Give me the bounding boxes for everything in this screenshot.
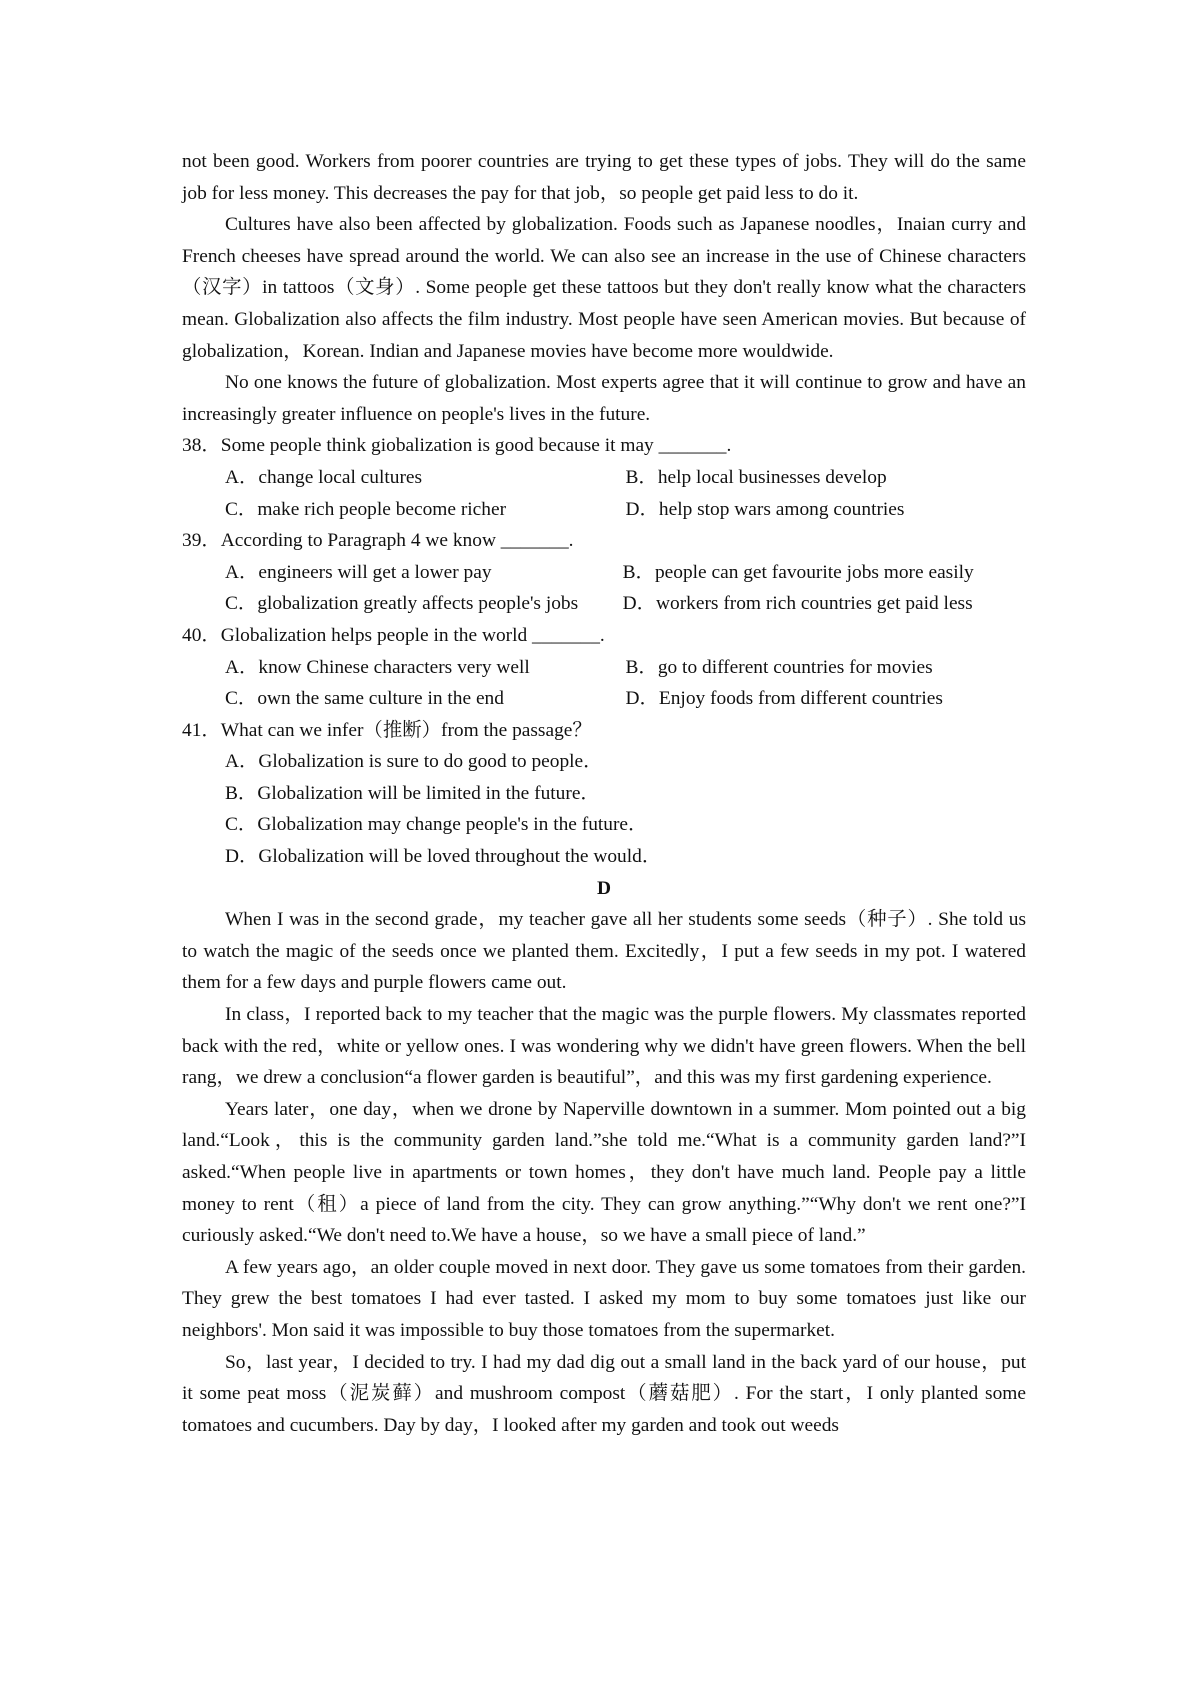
option-a: A．Globalization is sure to do good to people． — [225, 751, 603, 773]
option-c: C．Globalization may change people's in the future． — [225, 814, 648, 836]
option-a: A．change local cultures — [225, 466, 423, 488]
option-b: B．go to different countries for movies — [625, 656, 933, 678]
option-c: C．globalization greatly affects people's jobs — [225, 593, 579, 615]
option-a: A．know Chinese characters very well — [225, 656, 530, 678]
question-39-stem: 39．According to Paragraph 4 we know _______. — [182, 530, 574, 552]
option-d: D．workers from rich countries get paid less — [622, 593, 973, 615]
option-c: C．own the same culture in the end — [225, 688, 504, 710]
option-a: A．engineers will get a lower pay — [225, 561, 492, 583]
question-39-options-row — [225, 557, 1026, 589]
question-40-stem: 40．Globalization helps people in the world _______. — [182, 624, 605, 646]
question-40-options-row — [225, 652, 1026, 684]
option-d: D．Globalization will be loved throughout the would． — [225, 846, 662, 868]
question-41-stem: 41．What can we infer（推断）from the passage？ — [182, 719, 592, 741]
passage-d-paragraph: So，last year，I decided to try. I had my dad dig out a small land in the back yard of our house，put it some peat moss（泥炭藓）and mushroom compost（蘑菇肥）. For the start，I only planted some tomatoes and cucumbers. Day by day，I looked after my garden and took out weeds — [182, 1351, 1026, 1436]
passage-c-paragraph: No one knows the future of globalization. Most experts agree that it will continue to grow and have an increasingly greater influence on people's lives in the future. — [182, 372, 1026, 425]
option-b: B．Globalization will be limited in the future． — [225, 782, 600, 804]
question-40-options-row — [225, 683, 1026, 715]
option-d: D．help stop wars among countries — [625, 498, 905, 520]
question-38-options-row — [225, 462, 1026, 494]
passage-d-paragraph: Years later，one day，when we drone by Naperville downtown in a summer. Mom pointed out a big land.“Look，this is the community garden land.”she told me.“What is a community garden land?”I asked.“When people live in apartments or town homes，they don't have much land. People pay a little money to rent（租）a piece of land from the city. They can grow anything.”“Why don't we rent one?”I curiously asked.“We don't need to.We have a house，so we have a small piece of land.” — [182, 1098, 1026, 1247]
option-c: C．make rich people become richer — [225, 498, 507, 520]
document-page — [182, 146, 1026, 1441]
question-38-options-row — [225, 494, 1026, 526]
section-d-title: D — [596, 877, 611, 899]
option-b: B．help local businesses develop — [625, 466, 887, 488]
question-38-stem: 38．Some people think giobalization is good because it may _______. — [182, 435, 732, 457]
passage-d-paragraph: A few years ago，an older couple moved in next door. They gave us some tomatoes from their garden. They grew the best tomatoes I had ever tasted. I asked my mom to buy some tomatoes just like our neighbors'. Mon said it was impossible to buy those tomatoes from the supermarket. — [182, 1256, 1026, 1341]
option-d: D．Enjoy foods from different countries — [625, 688, 943, 710]
option-b: B．people can get favourite jobs more easily — [622, 561, 974, 583]
passage-c-paragraph: not been good. Workers from poorer countries are trying to get these types of jobs. They will do the same job for less money. This decreases the pay for that job，so people get paid less to do it. — [182, 151, 1026, 204]
question-39-options-row — [225, 588, 1026, 620]
passage-d-paragraph: In class，I reported back to my teacher that the magic was the purple flowers. My classmates reported back with the red，white or yellow ones. I was wondering why we didn't have green flowers. When the bell rang，we drew a conclusion“a flower garden is beautiful”，and this was my first gardening experience. — [182, 1004, 1026, 1089]
passage-d-paragraph: When I was in the second grade，my teacher gave all her students some seeds（种子）. She told us to watch the magic of the seeds once we planted them. Excitedly，I put a few seeds in my pot. I watered them for a few days and purple flowers came out. — [182, 909, 1026, 994]
passage-c-paragraph: Cultures have also been affected by globalization. Foods such as Japanese noodles，Inaian curry and French cheeses have spread around the world. We can also see an increase in the use of Chinese characters（汉字）in tattoos（文身）. Some people get these tattoos but they don't really know what the characters mean. Globalization also affects the film industry. Most people have seen American movies. But because of globalization，Korean. Indian and Japanese movies have become more wouldwide. — [182, 214, 1026, 362]
